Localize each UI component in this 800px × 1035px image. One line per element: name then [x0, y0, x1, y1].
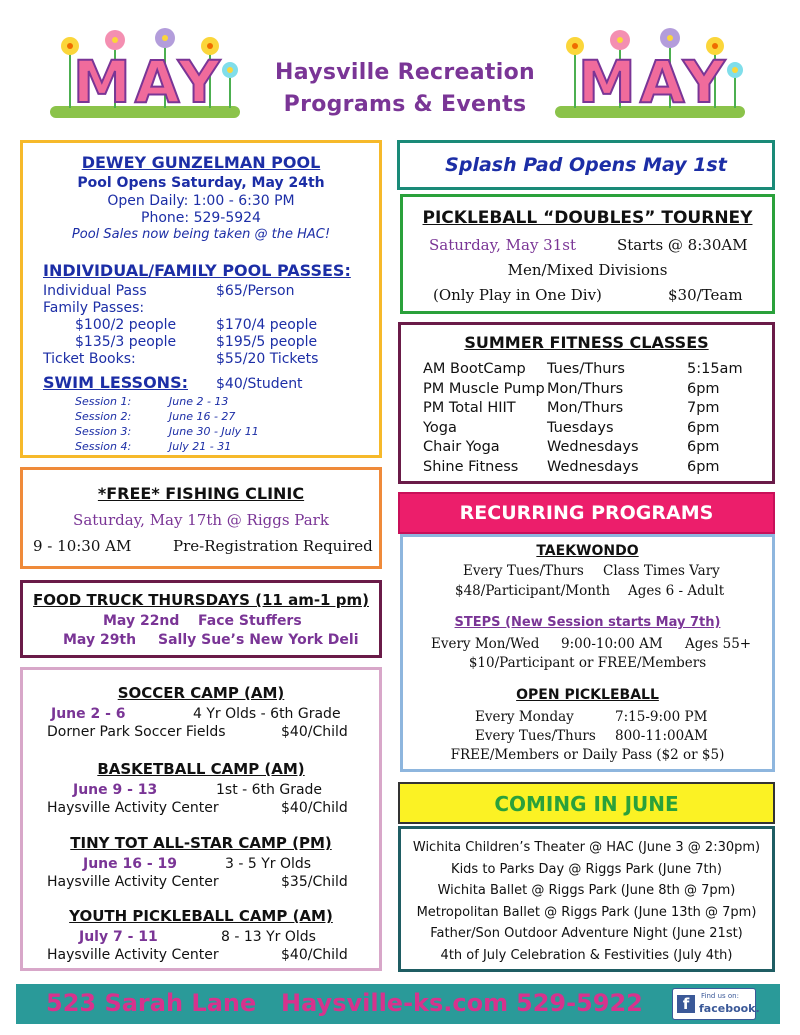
june-item: Wichita Ballet @ Riggs Park (June 8th @ 7pm)	[437, 883, 736, 898]
pickleball-tourney-section	[400, 194, 775, 314]
fitness-class-name: AM BootCamp	[423, 361, 526, 377]
fitness-class-days: Tuesdays	[547, 419, 614, 436]
session-name: Session 3:	[75, 425, 132, 438]
food-title: FOOD TRUCK THURSDAYS (11 am-1 pm)	[33, 591, 369, 609]
pickle-date: Saturday, May 31st	[429, 236, 576, 254]
family-label: Family Passes:	[43, 300, 145, 316]
passes-title: INDIVIDUAL/FAMILY POOL PASSES:	[43, 261, 351, 280]
food-vendor: Sally Sue’s New York Deli	[158, 632, 359, 648]
camp-ages: 3 - 5 Yr Olds	[225, 856, 312, 872]
pickle-price: $30/Team	[668, 286, 743, 304]
pool-hours: Open Daily: 1:00 - 6:30 PM	[107, 193, 295, 209]
facebook-badge[interactable]	[672, 988, 760, 1020]
ticket-label: Ticket Books:	[43, 351, 136, 367]
open-time: 800-11:00AM	[615, 728, 708, 744]
facebook-small-text: Find us on:	[701, 992, 739, 1000]
june-item: Kids to Parks Day @ Riggs Park (June 7th)	[451, 861, 722, 877]
camp-price: $40/Child	[281, 800, 348, 816]
family-price: $135/3 people	[75, 334, 177, 350]
footer-bar	[16, 984, 780, 1024]
session-dates: June 2 - 13	[169, 395, 229, 408]
may-logo-text: MAY	[578, 48, 730, 116]
pool-title: DEWEY GUNZELMAN POOL	[81, 153, 321, 172]
may-logo-left	[45, 28, 245, 128]
fitness-class-name: Chair Yoga	[423, 439, 500, 455]
open-time: 7:15-9:00 PM	[615, 709, 708, 725]
camp-location: Haysville Activity Center	[47, 874, 219, 890]
swim-title: SWIM LESSONS:	[43, 373, 188, 392]
facebook-icon: f	[677, 995, 695, 1013]
fishing-title: *FREE* FISHING CLINIC	[97, 484, 305, 503]
fishing-note: Pre-Registration Required	[173, 537, 373, 555]
pickle-title: PICKLEBALL “DOUBLES” TOURNEY	[422, 208, 753, 228]
pool-phone: Phone: 529-5924	[141, 210, 261, 226]
camp-dates: July 7 - 11	[79, 929, 158, 945]
open-pickleball-title: OPEN PICKLEBALL	[516, 687, 659, 703]
session-name: Session 2:	[75, 410, 132, 423]
food-date: May 29th	[63, 632, 137, 648]
open-days: Every Monday	[475, 709, 574, 725]
taekwondo-ages: Ages 6 - Adult	[628, 583, 725, 599]
session-dates: June 16 - 27	[169, 410, 236, 423]
recurring-section	[400, 534, 775, 772]
camp-price: $40/Child	[281, 947, 348, 963]
fitness-class-time: 7pm	[687, 400, 720, 416]
food-vendor: Face Stuffers	[198, 613, 302, 629]
footer-website[interactable]: Haysville-ks.com	[281, 989, 509, 1017]
camp-ages: 8 - 13 Yr Olds	[221, 929, 316, 945]
fitness-section	[398, 322, 775, 484]
camp-price: $35/Child	[281, 874, 348, 890]
june-list	[401, 837, 772, 966]
session-dates: June 30 - July 11	[169, 425, 259, 438]
steps-days: Every Mon/Wed	[431, 636, 540, 652]
steps-title: STEPS (New Session starts May 7th)	[454, 615, 721, 630]
taekwondo-title: TAEKWONDO	[536, 543, 639, 559]
pickle-note: (Only Play in One Div)	[433, 286, 602, 304]
fitness-class-time: 6pm	[687, 380, 720, 397]
june-item: Wichita Children’s Theater @ HAC (June 3 @ 2:30pm)	[412, 840, 761, 855]
taekwondo-price: $48/Participant/Month	[455, 583, 611, 599]
fitness-class-time: 6pm	[687, 458, 720, 475]
fitness-class-days: Mon/Thurs	[547, 400, 624, 416]
facebook-text: facebook.	[699, 1002, 760, 1015]
fitness-class-time: 6pm	[687, 439, 720, 455]
camp-title: TINY TOT ALL-STAR CAMP (PM)	[70, 834, 332, 852]
family-price: $170/4 people	[216, 317, 318, 333]
camp-location: Haysville Activity Center	[47, 947, 219, 963]
camp-location: Dorner Park Soccer Fields	[47, 724, 226, 740]
may-logo-text: MAY	[73, 48, 225, 116]
camp-location: Haysville Activity Center	[47, 800, 219, 816]
session-name: Session 4:	[75, 440, 132, 453]
camp-dates: June 16 - 19	[83, 856, 178, 872]
pool-sales: Pool Sales now being taken @ the HAC!	[71, 227, 331, 242]
camp-price: $40/Child	[281, 724, 348, 740]
page-title-line2: Programs & Events	[283, 92, 527, 117]
fitness-class-name: Yoga	[423, 419, 457, 436]
june-item: Father/Son Outdoor Adventure Night (June 21st)	[430, 926, 743, 941]
session-name: Session 1:	[75, 395, 132, 408]
fitness-class-days: Tues/Thurs	[547, 361, 625, 377]
fitness-class-time: 5:15am	[687, 361, 743, 377]
fitness-class-days: Wednesdays	[547, 439, 639, 455]
pickle-divisions: Men/Mixed Divisions	[507, 261, 668, 279]
family-price: $195/5 people	[216, 334, 318, 350]
page-title-line1: Haysville Recreation	[275, 60, 535, 85]
food-truck-section	[20, 580, 382, 658]
camps-section	[20, 667, 382, 971]
pickle-start: Starts @ 8:30AM	[617, 236, 748, 254]
individual-label: Individual Pass	[43, 283, 147, 299]
individual-price: $65/Person	[216, 283, 295, 299]
fitness-class-name: Shine Fitness	[423, 458, 519, 475]
camp-title: SOCCER CAMP (AM)	[117, 684, 285, 702]
fishing-date: Saturday, May 17th @ Riggs Park	[73, 511, 329, 529]
fitness-class-time: 6pm	[687, 419, 720, 436]
fitness-class-name: PM Muscle Pump	[423, 380, 545, 397]
footer-phone: 529-5922	[516, 989, 643, 1017]
camp-dates: June 9 - 13	[73, 782, 158, 798]
june-section	[398, 826, 775, 972]
steps-ages: Ages 55+	[685, 636, 752, 652]
swim-price: $40/Student	[216, 376, 303, 392]
june-banner	[398, 782, 775, 824]
camp-ages: 4 Yr Olds - 6th Grade	[193, 706, 341, 722]
june-title: COMING IN JUNE	[494, 792, 679, 816]
open-days: Every Tues/Thurs	[475, 728, 596, 744]
camp-dates: June 2 - 6	[51, 706, 126, 722]
camp-title: BASKETBALL CAMP (AM)	[97, 760, 305, 778]
fitness-class-days: Mon/Thurs	[547, 380, 624, 397]
taekwondo-times: Class Times Vary	[603, 563, 720, 579]
footer-address: 523 Sarah Lane	[46, 989, 257, 1017]
fitness-class-name: PM Total HIIT	[423, 400, 516, 416]
june-item: 4th of July Celebration & Festivities (July 4th)	[440, 947, 733, 963]
steps-price: $10/Participant or FREE/Members	[468, 655, 707, 671]
pool-section	[20, 140, 382, 458]
camp-ages: 1st - 6th Grade	[216, 782, 323, 798]
fitness-title: SUMMER FITNESS CLASSES	[464, 333, 709, 352]
fishing-section	[20, 467, 382, 569]
camp-title: YOUTH PICKLEBALL CAMP (AM)	[69, 907, 333, 925]
splash-text: Splash Pad Opens May 1st	[445, 154, 727, 176]
fishing-time: 9 - 10:30 AM	[33, 537, 132, 555]
pool-opens: Pool Opens Saturday, May 24th	[77, 175, 325, 191]
taekwondo-days: Every Tues/Thurs	[463, 563, 584, 579]
steps-time: 9:00-10:00 AM	[561, 636, 663, 652]
family-price: $100/2 people	[75, 317, 177, 333]
session-dates: July 21 - 31	[169, 440, 232, 453]
june-item: Metropolitan Ballet @ Riggs Park (June 13th @ 7pm)	[416, 904, 757, 920]
fitness-class-days: Wednesdays	[547, 458, 639, 475]
splash-pad-banner	[397, 140, 775, 190]
recurring-banner	[398, 492, 775, 534]
ticket-price: $55/20 Tickets	[216, 351, 319, 367]
open-price: FREE/Members or Daily Pass ($2 or $5)	[450, 747, 725, 763]
may-logo-right	[550, 28, 750, 128]
recurring-title: RECURRING PROGRAMS	[459, 502, 714, 524]
food-date: May 22nd	[103, 613, 180, 629]
